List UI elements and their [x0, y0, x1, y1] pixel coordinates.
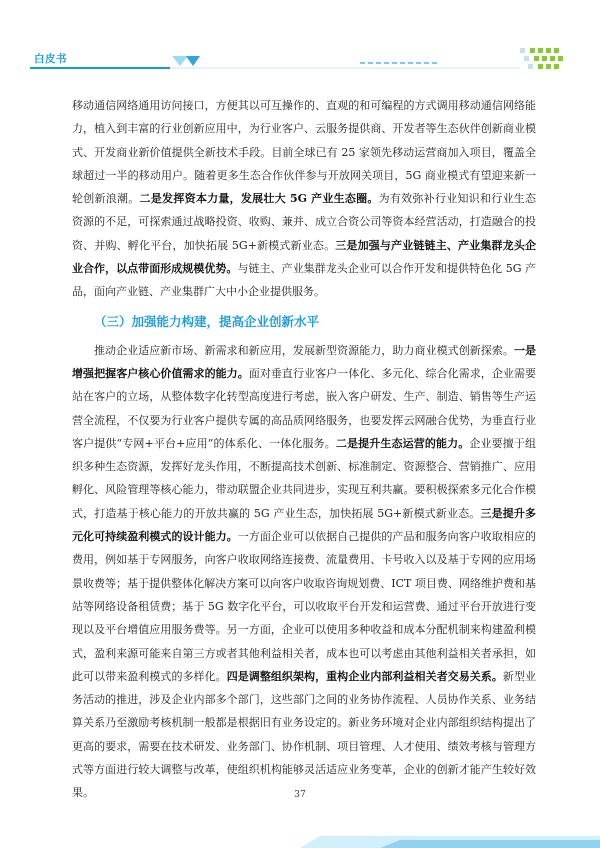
paragraph-2: 推动企业适应新市场、新需求和新应用，发展新型资源能力，助力商业模式创新探索。一是增强把握客户核心价值需求的能力。面对垂直行业客户一体化、多元化、综合化需求，企业需要站在客户的立场，从整体数字化转型高度进行考虑，嵌入客户研发、生产、制造、销售等生产运营全流程，不仅要为行业客户提供专属的高品质网络服务，也要发挥云网融合优势，为垂直行业客户提供“专网+平台+应用”的体系化、一体化服务。二是提升生态运营的能力。企业要擅于组织多种生态资源，发挥好龙头作用，不断提高技术创新、标准制定、资源整合、营销推广、应用孵化、风险管理等核心能力，带动联盟企业共同进步，实现互利共赢。要积极探索多元化合作模式，打造基于核心能力的开放共赢的 5G 产业生态，加快拓展 5G+新模式新业态。三是提升多元化可持续盈利模式的设计能力。一方面企业可以依据自己提供的产品和服务向客户收取相应的费用，例如基于专网服务，向客户收取网络连接费、流量费用、卡号收入以及基于专网的应用场景收费等；基于提供整体化解决方案可以向客户收取咨询规划费、ICT 项目费、网络维护费和基站等网络设备租赁费；基于 5G 数字化平台，可以收取平台开发和运营费、通过平台开放进行变现以及平台增值应用服务费等。另一方面，企业可以使用多种收益和成本分配机制来构建盈利模式，盈利来源可能来自第三方或者其他利益相关者，成本也可以考虑由其他利益相关者承担，如此可以带来盈利模式的多样化。四是调整组织架构，重构企业内部利益相关者交易关系。新型业务活动的推进，涉及企业内部多个部门，这些部门之间的业务协作流程、人员协作关系、业务结算关系乃至激励考核机制一般都是根据旧有业务设定的。新业务环境对企业内部组织结构提出了更高的要求，需要在技术研发、业务部门、协作机制、项目管理、人才使用、绩效考核与管理方式等方面进行较大调整与改革，使组织机构能够灵活适应业务变革，企业的创新才能产生较好效果。: [72, 343, 537, 800]
header-decoration: [0, 0, 600, 75]
header-label: 白皮书: [34, 53, 67, 65]
page-body: [72, 94, 536, 805]
page-number: 37: [294, 790, 306, 800]
paragraph-1: 移动通信网络通用访问接口，方便其以可互操作的、直观的和可编程的方式调用移动通信网络能力，植入到丰富的行业创新应用中，为行业客户、云服务提供商、开发者等生态伙伴创新商业模式、开发商业新价值提供全新技术手段。目前全球已有 25 家领先移动运营商加入项目，覆盖全球超过一半的移动用户。随着更多生态合作伙伴参与开放网关项目，5G 商业模式有望迎来新一轮创新浪潮。二是发挥资本力量，发展壮大 5G 产业生态圈。为有效弥补行业知识和行业生态资源的不足，可探索通过战略投资、收购、兼并、成立合资公司等资本经营活动，打造融合的投资、并购、孵化平台，加快拓展 5G+新模式新业态。三是加强与产业链链主、产业集群龙头企业合作，以点带面形成规模优势。与链主、产业集群龙头企业可以合作开发和提供特色化 5G 产品，面向产业链、产业集群广大中小企业提供服务。: [72, 99, 537, 299]
header-underline: [30, 67, 170, 69]
page-header: [0, 0, 600, 75]
bottom-decoration: [0, 826, 600, 848]
section-heading: （三）加强能力构建，提高企业创新水平: [94, 313, 320, 329]
